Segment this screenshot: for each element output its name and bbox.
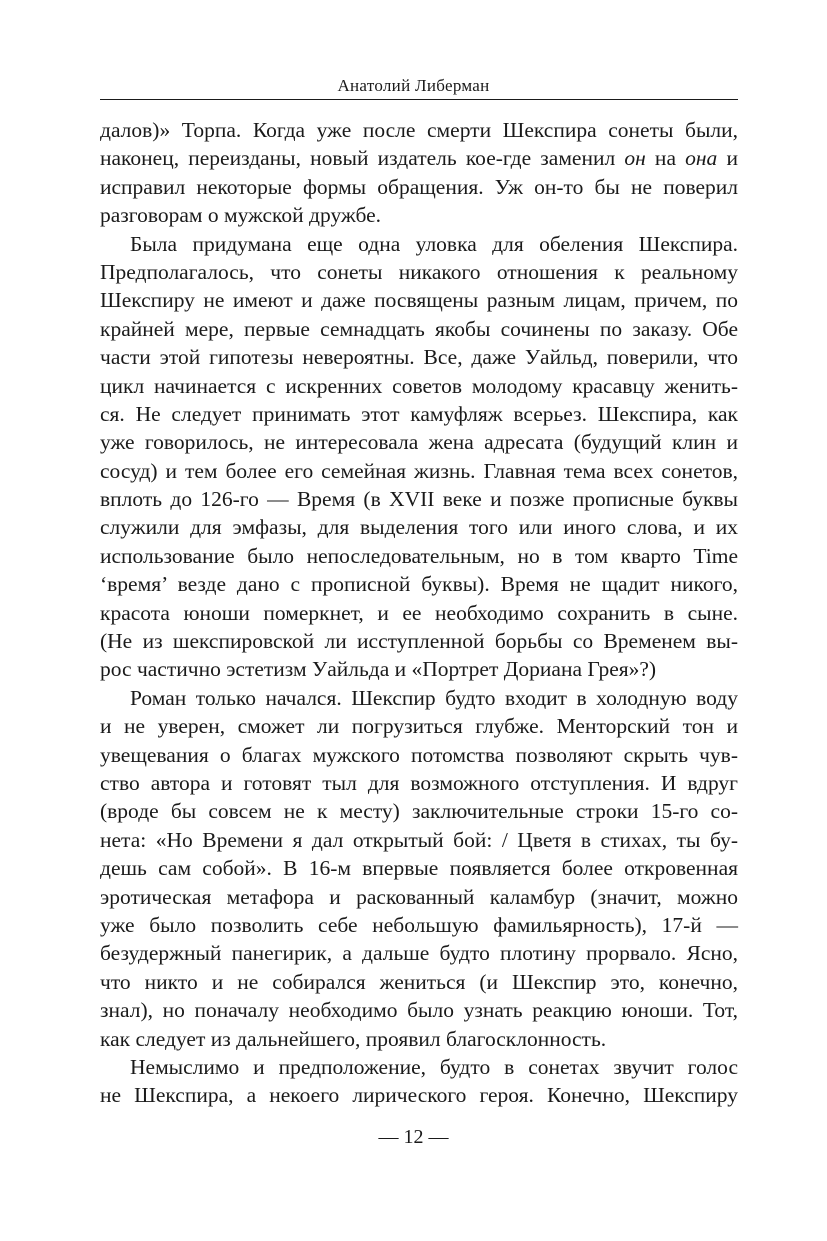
text-line: не Шекспира, а некоего лирического героя. Конечно, Шекспиру bbox=[100, 1083, 738, 1108]
text-line: (Не из шекспировской ли исступленной борьбы со Временем вы- bbox=[100, 629, 738, 654]
text-line: использование было непоследовательным, но в том кварто Time bbox=[100, 543, 738, 568]
text-line: далов)» Торпа. Когда уже после смерти Шекспира сонеты были, bbox=[100, 118, 738, 142]
text-line: безудержный панегирик, а дальше будто плотину прорвало. Ясно, bbox=[100, 941, 738, 966]
text-line: вплоть до 126-го — Время (в XVII веке и позже прописные буквы bbox=[100, 487, 738, 512]
text-line: служили для эмфазы, для выделения того или иного слова, и их bbox=[100, 515, 738, 540]
text-line: как следует из дальнейшего, проявил благосклонность. bbox=[100, 1026, 607, 1051]
text-line: крайней мере, первые семнадцать якобы сочинены по заказу. Обе bbox=[100, 316, 738, 341]
text-line: красота юноши померкнет, и ее необходимо сохранить в сыне. bbox=[100, 600, 738, 625]
text-line: Шекспиру не имеют и даже посвящены разным лицам, причем, по bbox=[100, 288, 738, 313]
text-line: нета: «Но Времени я дал открытый бой: / Цветя в стихах, ты бу- bbox=[100, 827, 738, 852]
text-line: исправил некоторые формы обращения. Уж он-то бы не поверил bbox=[100, 174, 738, 199]
text-line: дешь сам собой». В 16-м впервые появляется более откровенная bbox=[100, 856, 738, 881]
text-line: Предполагалось, что сонеты никакого отношения к реальному bbox=[100, 259, 738, 284]
text-line: знал), но поначалу необходимо было узнать реакцию юноши. Тот, bbox=[100, 998, 738, 1023]
text-line: уже говорилось, не интересовала жена адресата (будущий клин и bbox=[100, 430, 738, 455]
text-line: уже было позволить себе небольшую фамильярность), 17-й — bbox=[100, 912, 738, 937]
running-head-author: Анатолий Либерман bbox=[337, 76, 490, 95]
text-line: и не уверен, сможет ли погрузиться глубже. Менторский тон и bbox=[100, 714, 738, 739]
text-line: Немыслимо и предположение, будто в сонетах звучит голос bbox=[130, 1054, 738, 1079]
body-text bbox=[100, 116, 738, 1110]
text-line: (вроде бы совсем не к месту) заключительные строки 15-го со- bbox=[100, 799, 738, 824]
text-line: ство автора и готовят тыл для возможного отступления. И вдруг bbox=[100, 770, 738, 795]
text-line: увещевания о благах мужского потомства позволяют скрыть чув- bbox=[100, 742, 738, 767]
text-line: сосуд) и тем более его семейная жизнь. Главная тема всех сонетов, bbox=[100, 458, 738, 483]
text-line: разговорам о мужской дружбе. bbox=[100, 203, 382, 228]
text-line: Роман только начался. Шекспир будто входит в холодную воду bbox=[130, 685, 738, 710]
text-line: части этой гипотезы невероятны. Все, даже Уайльд, поверили, что bbox=[100, 345, 738, 370]
text-line: что никто и не собирался жениться (и Шекспир это, конечно, bbox=[100, 969, 738, 994]
text-line: цикл начинается с искренних советов молодому красавцу женить- bbox=[100, 373, 738, 398]
text-line: ‘время’ везде дано с прописной буквы). Время не щадит никого, bbox=[100, 572, 738, 597]
text-line: Была придумана еще одна уловка для обеления Шекспира. bbox=[130, 231, 738, 256]
page-number: — 12 — bbox=[378, 1126, 449, 1148]
header-rule bbox=[100, 99, 738, 100]
text-line: рос частично эстетизм Уайльда и «Портрет Дориана Грея»?) bbox=[100, 657, 657, 682]
text-line: наконец, переизданы, новый издатель кое-где заменил он на она и bbox=[100, 146, 738, 171]
text-line: ся. Не следует принимать этот камуфляж всерьез. Шекспира, как bbox=[100, 401, 738, 426]
text-line: эротическая метафора и раскованный каламбур (значит, можно bbox=[100, 884, 738, 909]
